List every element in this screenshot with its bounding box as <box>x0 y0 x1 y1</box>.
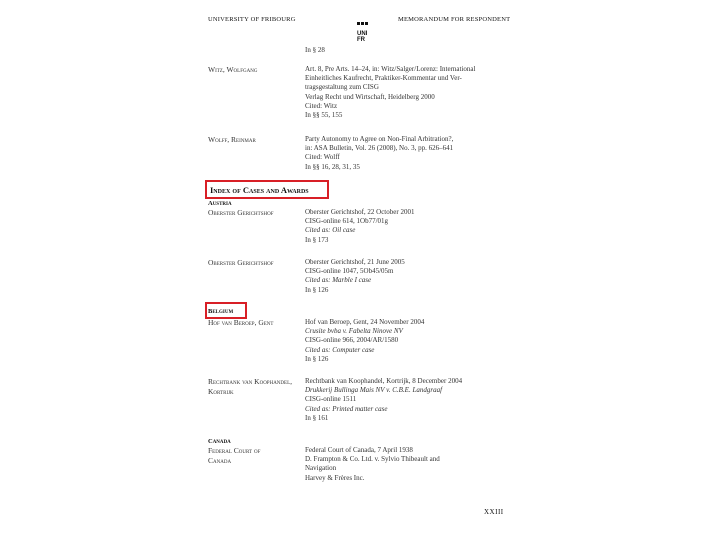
case-cited: Cited as: Computer case <box>305 345 375 354</box>
case-line: Navigation <box>305 464 337 473</box>
case-court-line: Rechtbank van Koophandel, <box>208 377 293 386</box>
logo-text-uni: UNI <box>357 31 368 37</box>
case-paragraphs: In § 173 <box>305 235 329 244</box>
bib-author: Wolff, Reinmar <box>208 135 256 144</box>
bib-author: Witz, Wolfgang <box>208 65 258 74</box>
case-reference <box>305 208 510 245</box>
case-line: D. Frampton & Co. Ltd. v. Sylvio Thibeault and <box>305 455 440 464</box>
bib-line: tragsgestaltung zum CISG <box>305 83 379 92</box>
case-reference <box>305 258 510 295</box>
case-court: Oberster Gerichtshof <box>208 208 274 217</box>
case-reference <box>305 377 510 423</box>
case-line: CISG-online 1511 <box>305 395 357 404</box>
case-court: Oberster Gerichtshof <box>208 258 274 267</box>
case-line: CISG-online 966, 2004/AR/1580 <box>305 336 399 345</box>
case-cited: Cited as: Oil case <box>305 226 356 235</box>
case-reference <box>305 318 510 364</box>
case-paragraphs: In § 126 <box>305 354 329 363</box>
case-court: Hof van Beroep, Gent <box>208 318 274 327</box>
case-line: Oberster Gerichtshof, 22 October 2001 <box>305 208 415 216</box>
country-belgium: Belgium <box>208 308 234 315</box>
header-memorandum: MEMORANDUM FOR RESPONDENT <box>398 16 511 23</box>
country-canada: Canada <box>208 438 231 445</box>
bib-line: Einheitliches Kaufrecht, Praktiker-Kommentar und Ver- <box>305 74 462 83</box>
bib-cited: Cited: Witz <box>305 101 338 110</box>
case-paragraphs: In § 126 <box>305 285 329 294</box>
case-line: Federal Court of Canada, 7 April 1938 <box>305 446 413 454</box>
country-austria: Austria <box>208 200 232 207</box>
case-court <box>208 377 303 397</box>
case-court <box>208 446 303 466</box>
top-ref-text: In § 28 <box>305 46 325 54</box>
case-line: CISG-online 614, 1Ob77/01g <box>305 217 389 226</box>
header-university: UNIVERSITY OF FRIBOURG <box>208 16 296 23</box>
page-number: XXIII <box>484 508 504 516</box>
bib-reference <box>305 65 510 120</box>
index-title: Index of Cases and Awards <box>210 185 309 195</box>
bib-reference <box>305 135 510 172</box>
case-line: CISG-online 1047, 5Ob45/05m <box>305 267 394 276</box>
bib-line: Verlag Recht und Wirtschaft, Heidelberg 2000 <box>305 92 435 101</box>
case-cited: Cited as: Printed matter case <box>305 404 388 413</box>
bib-line: Party Autonomy to Agree on Non-Final Arbitration?, <box>305 135 454 143</box>
bib-cited: Cited: Wolff <box>305 153 340 162</box>
case-paragraphs: In § 161 <box>305 413 329 422</box>
bib-paragraphs: In §§ 55, 155 <box>305 111 343 120</box>
bib-paragraphs: In §§ 16, 28, 31, 35 <box>305 162 360 171</box>
bib-line: Art. 8, Pre Arts. 14–24, in: Witz/Salger/Lorenz: International <box>305 65 476 73</box>
case-line: Crusite bvba v. Fabelta Ninove NV <box>305 327 403 336</box>
case-court-line: Federal Court of <box>208 446 261 455</box>
case-reference <box>305 446 510 483</box>
case-line: Harvey & Frères Inc. <box>305 473 365 482</box>
case-line: Oberster Gerichtshof, 21 June 2005 <box>305 258 405 266</box>
case-court-line: Canada <box>208 456 232 465</box>
logo-text-fr: FR <box>357 37 365 43</box>
case-line: Hof van Beroep, Gent, 24 November 2004 <box>305 318 425 326</box>
case-court-line: Kortrijk <box>208 387 234 396</box>
case-line: Rechtbank van Koophandel, Kortrijk, 8 December 2004 <box>305 377 463 385</box>
case-line: Drukkerij Bullinga Mais NV v. C.B.E. Landgraaf <box>305 386 443 395</box>
university-logo <box>357 13 373 43</box>
bib-line: in: ASA Bulletin, Vol. 26 (2008), No. 3, pp. 626–641 <box>305 144 454 153</box>
case-cited: Cited as: Marble I case <box>305 276 372 285</box>
